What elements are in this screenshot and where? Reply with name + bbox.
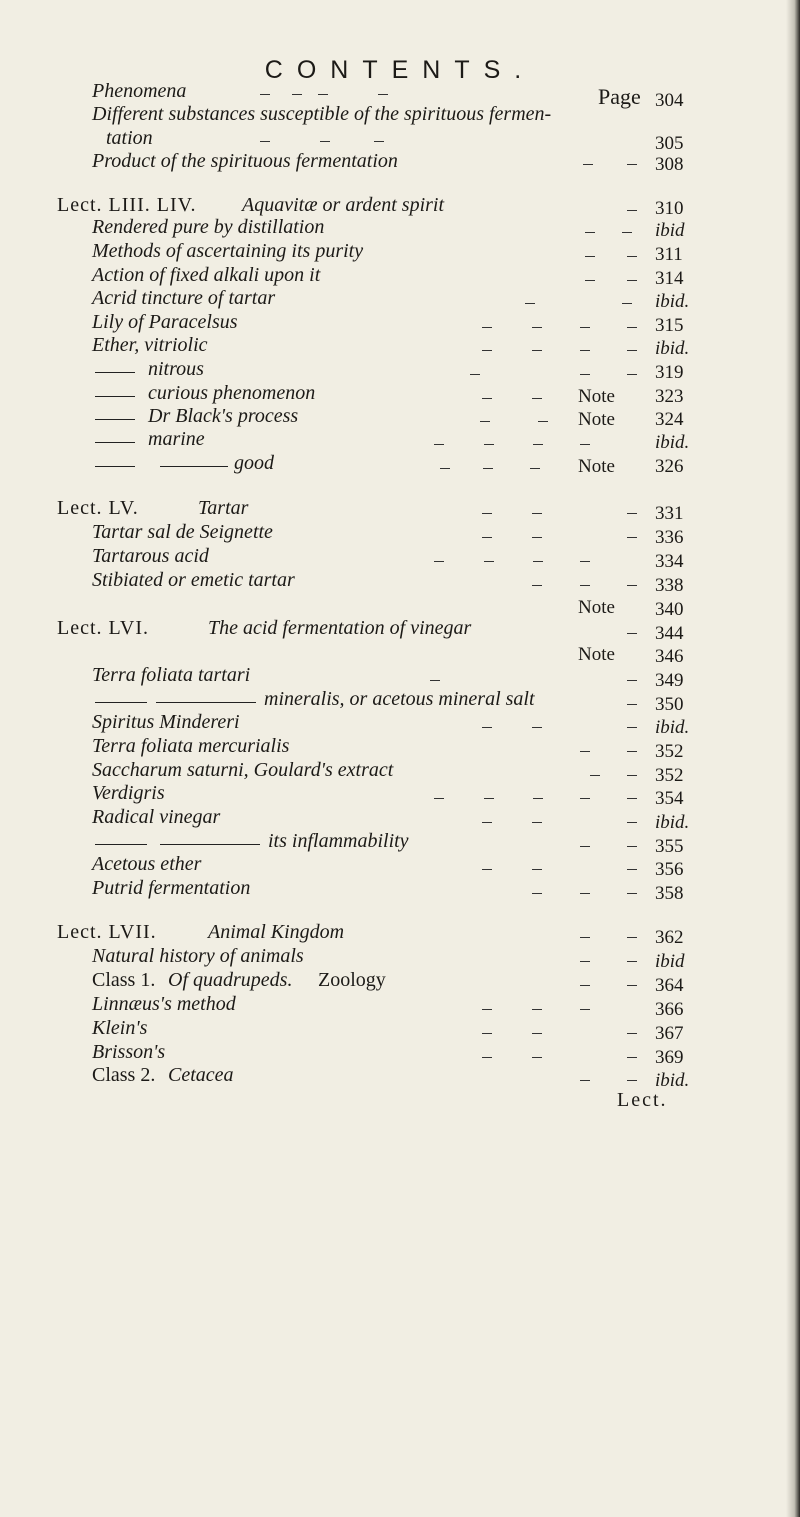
page-number: ibid.: [655, 432, 690, 453]
leader-dash: [484, 798, 494, 799]
leader-dash: [525, 303, 535, 304]
leader-dash: [430, 680, 440, 681]
leader-dash: [482, 398, 492, 399]
page-number: 326: [655, 456, 684, 477]
leader-dash: [622, 303, 632, 304]
class-heading: Class 1.: [92, 969, 156, 991]
ditto-rule: [95, 419, 135, 420]
lecture-heading: Lect. LIII. LIV.: [57, 194, 197, 216]
leader-dash: [627, 350, 637, 351]
leader-dash: [532, 1057, 542, 1058]
leader-dash: [532, 327, 542, 328]
entry-title: Verdigris: [92, 782, 165, 804]
leader-dash: [260, 141, 270, 142]
page-edge-shadow: [786, 0, 800, 1517]
page-number: 352: [655, 765, 684, 786]
leader-dash: [532, 727, 542, 728]
leader-dash: [484, 444, 494, 445]
entry-title: tation: [106, 127, 153, 149]
leader-dash: [627, 210, 637, 211]
leader-dash: [580, 937, 590, 938]
page-number: ibid.: [655, 338, 690, 359]
page-number: ibid: [655, 951, 685, 972]
leader-dash: [580, 327, 590, 328]
leader-dash: [585, 232, 595, 233]
leader-dash: [583, 164, 593, 165]
leader-dash: [580, 1080, 590, 1081]
leader-dash: [318, 94, 328, 95]
page-number: 324: [655, 409, 684, 430]
page-number: ibid.: [655, 812, 690, 833]
page-number: 340: [655, 599, 684, 620]
leader-dash: [580, 1009, 590, 1010]
leader-dash: [374, 141, 384, 142]
leader-dash: [532, 585, 542, 586]
lecture-heading: Lect. LVII.: [57, 921, 157, 943]
leader-dash: [627, 1080, 637, 1081]
entry-title: Stibiated or emetic tartar: [92, 569, 295, 591]
leader-dash: [532, 869, 542, 870]
leader-dash: [434, 561, 444, 562]
leader-dash: [484, 561, 494, 562]
leader-dash: [533, 798, 543, 799]
entry-title: curious phenomenon: [148, 382, 316, 404]
entry-title: Terra foliata tartari: [92, 664, 251, 686]
entry-title: Product of the spirituous fermentation: [92, 150, 398, 172]
page-number: 355: [655, 836, 684, 857]
leader-dash: [532, 1033, 542, 1034]
lecture-heading: Lect. LV.: [57, 497, 139, 519]
leader-dash: [627, 704, 637, 705]
leader-dash: [482, 350, 492, 351]
entry-title: Acetous ether: [92, 853, 202, 875]
entry-title: Phenomena: [92, 80, 187, 102]
leader-dash: [627, 822, 637, 823]
leader-dash: [482, 513, 492, 514]
entry-title: marine: [148, 428, 205, 450]
leader-dash: [627, 798, 637, 799]
leader-dash: [532, 513, 542, 514]
leader-dash: [627, 256, 637, 257]
page-number: 323: [655, 386, 684, 407]
entry-title: Putrid fermentation: [92, 877, 251, 899]
entry-subtitle: Zoology: [318, 969, 386, 991]
leader-dash: [530, 468, 540, 469]
leader-dash: [622, 232, 632, 233]
page-number: 314: [655, 268, 684, 289]
page-number: ibid.: [655, 717, 690, 738]
leader-dash: [627, 961, 637, 962]
note-label: Note: [578, 597, 615, 618]
leader-dash: [580, 846, 590, 847]
entry-title: Terra foliata mercurialis: [92, 735, 290, 757]
ditto-rule: [95, 396, 135, 397]
leader-dash: [627, 869, 637, 870]
entry-title: Linnæus's method: [92, 993, 236, 1015]
lecture-heading: Lect. LVI.: [57, 617, 150, 639]
entry-title: Brisson's: [92, 1041, 166, 1063]
leader-dash: [627, 537, 637, 538]
entry-title: Acrid tincture of tartar: [92, 287, 276, 309]
page-number: 352: [655, 741, 684, 762]
page-number: 354: [655, 788, 684, 809]
leader-dash: [590, 775, 600, 776]
leader-dash: [585, 256, 595, 257]
page-number: 344: [655, 623, 684, 644]
leader-dash: [627, 846, 637, 847]
leader-dash: [627, 633, 637, 634]
leader-dash: [580, 350, 590, 351]
leader-dash: [627, 1033, 637, 1034]
leader-dash: [292, 94, 302, 95]
leader-dash: [532, 893, 542, 894]
leader-dash: [627, 164, 637, 165]
catchword: Lect.: [617, 1089, 668, 1111]
class-heading: Class 2.: [92, 1064, 156, 1086]
page-number: ibid.: [655, 1070, 690, 1091]
page-number: 338: [655, 575, 684, 596]
leader-dash: [580, 751, 590, 752]
note-label: Note: [578, 644, 615, 665]
leader-dash: [434, 798, 444, 799]
leader-dash: [434, 444, 444, 445]
entry-title: good: [234, 452, 274, 474]
ditto-rule: [160, 844, 260, 845]
entry-title: Methods of ascertaining its purity: [92, 240, 364, 262]
entry-title: Action of fixed alkali upon it: [92, 264, 321, 286]
ditto-rule: [160, 466, 228, 467]
page-number: 311: [655, 244, 683, 265]
entry-title: Radical vinegar: [92, 806, 221, 828]
entry-title: Different substances susceptible of the spirituous fermen-: [92, 103, 552, 125]
leader-dash: [470, 374, 480, 375]
page-number: 304: [655, 90, 684, 111]
leader-dash: [482, 1057, 492, 1058]
leader-dash: [532, 822, 542, 823]
note-label: Note: [578, 386, 615, 407]
entry-title: Lily of Paracelsus: [92, 311, 238, 333]
entry-title: Ether, vitriolic: [92, 334, 208, 356]
entry-title: Tartarous acid: [92, 545, 209, 567]
leader-dash: [532, 350, 542, 351]
entry-title: Tartar sal de Seignette: [92, 521, 273, 543]
leader-dash: [580, 585, 590, 586]
leader-dash: [627, 680, 637, 681]
leader-dash: [482, 727, 492, 728]
page-number: 336: [655, 527, 684, 548]
ditto-rule: [95, 844, 147, 845]
leader-dash: [580, 893, 590, 894]
page-number: 334: [655, 551, 684, 572]
leader-dash: [627, 751, 637, 752]
page-number: 366: [655, 999, 684, 1020]
leader-dash: [533, 444, 543, 445]
page-label: Page: [598, 84, 641, 109]
leader-dash: [440, 468, 450, 469]
page-header: CONTENTS.: [264, 56, 536, 84]
entry-title: Klein's: [92, 1017, 148, 1039]
leader-dash: [580, 985, 590, 986]
page-number: 310: [655, 198, 684, 219]
leader-dash: [480, 421, 490, 422]
entry-title: Animal Kingdom: [208, 921, 345, 943]
page-number: 308: [655, 154, 684, 175]
leader-dash: [627, 893, 637, 894]
entry-title: mineralis, or acetous mineral salt: [264, 688, 535, 710]
entry-title: Rendered pure by distillation: [92, 216, 325, 238]
leader-dash: [532, 537, 542, 538]
page-number: 358: [655, 883, 684, 904]
page-number: ibid: [655, 220, 685, 241]
entry-title: Spiritus Mindereri: [92, 711, 240, 733]
leader-dash: [482, 1033, 492, 1034]
entry-title: Aquavitæ or ardent spirit: [242, 194, 445, 216]
page-number: 349: [655, 670, 684, 691]
leader-dash: [482, 822, 492, 823]
leader-dash: [320, 141, 330, 142]
note-label: Note: [578, 409, 615, 430]
leader-dash: [580, 374, 590, 375]
leader-dash: [533, 561, 543, 562]
ditto-rule: [95, 372, 135, 373]
leader-dash: [483, 468, 493, 469]
page-number: 362: [655, 927, 684, 948]
page-number: ibid.: [655, 291, 690, 312]
page-number: 346: [655, 646, 684, 667]
leader-dash: [580, 561, 590, 562]
entry-title: Dr Black's process: [148, 405, 299, 427]
page-number: 369: [655, 1047, 684, 1068]
entry-title: nitrous: [148, 358, 204, 380]
entry-title: The acid fermentation of vinegar: [208, 617, 472, 639]
leader-dash: [482, 537, 492, 538]
leader-dash: [378, 94, 388, 95]
ditto-rule: [156, 702, 256, 703]
leader-dash: [627, 513, 637, 514]
page-number: 319: [655, 362, 684, 383]
leader-dash: [538, 421, 548, 422]
page-number: 364: [655, 975, 684, 996]
note-label: Note: [578, 456, 615, 477]
page-number: 305: [655, 133, 684, 154]
leader-dash: [627, 985, 637, 986]
leader-dash: [627, 727, 637, 728]
leader-dash: [627, 585, 637, 586]
entry-title: Natural history of animals: [92, 945, 304, 967]
leader-dash: [627, 374, 637, 375]
entry-title: Tartar: [198, 497, 249, 519]
ditto-rule: [95, 466, 135, 467]
leader-dash: [482, 869, 492, 870]
leader-dash: [627, 280, 637, 281]
leader-dash: [532, 1009, 542, 1010]
leader-dash: [585, 280, 595, 281]
leader-dash: [580, 961, 590, 962]
leader-dash: [580, 798, 590, 799]
entry-title: Cetacea: [168, 1064, 234, 1086]
page-number: 315: [655, 315, 684, 336]
leader-dash: [532, 398, 542, 399]
page-number: 356: [655, 859, 684, 880]
leader-dash: [627, 937, 637, 938]
page-number: 331: [655, 503, 684, 524]
ditto-rule: [95, 702, 147, 703]
leader-dash: [482, 327, 492, 328]
page-number: 350: [655, 694, 684, 715]
leader-dash: [627, 775, 637, 776]
entry-title: Saccharum saturni, Goulard's extract: [92, 759, 394, 781]
entry-title: its inflammability: [268, 830, 409, 852]
leader-dash: [627, 327, 637, 328]
leader-dash: [482, 1009, 492, 1010]
ditto-rule: [95, 442, 135, 443]
leader-dash: [580, 444, 590, 445]
leader-dash: [260, 94, 270, 95]
entry-title: Of quadrupeds.: [168, 969, 293, 991]
leader-dash: [627, 1057, 637, 1058]
page-number: 367: [655, 1023, 684, 1044]
